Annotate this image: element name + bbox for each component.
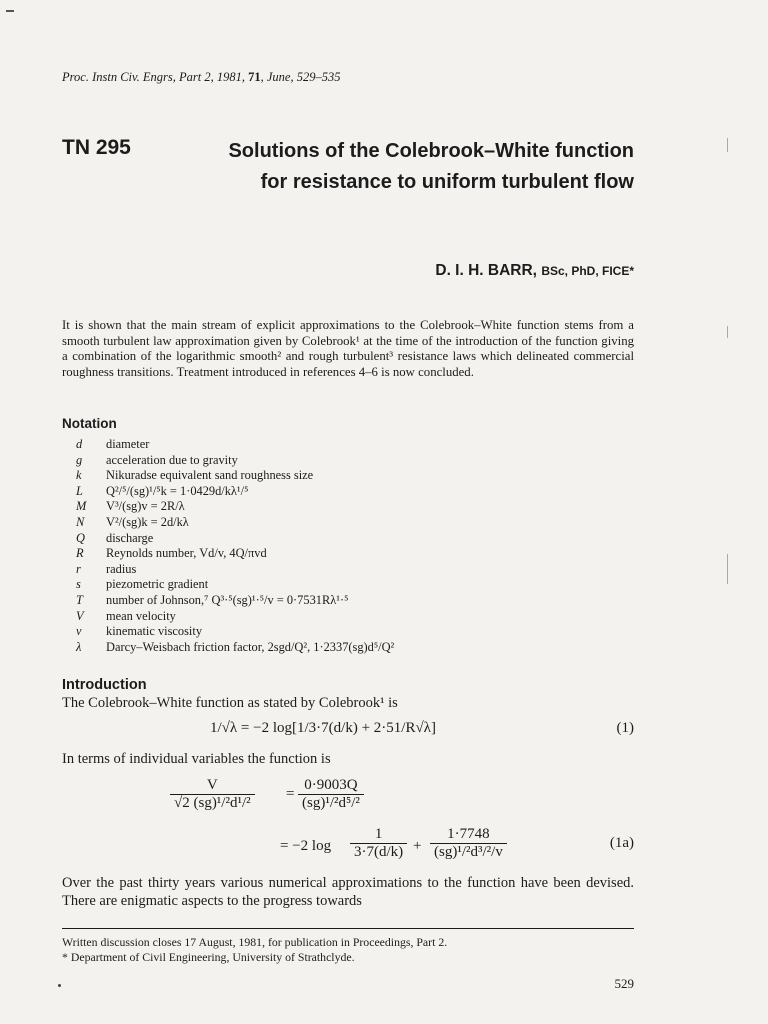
notation-definition: radius — [106, 561, 137, 576]
notation-row — [62, 562, 394, 578]
journal-ref-pages: , June, 529–535 — [260, 70, 341, 84]
author-line — [435, 262, 634, 280]
author-name: D. I. H. BARR, — [435, 262, 537, 279]
notation-row — [62, 624, 394, 640]
introduction-heading: Introduction — [62, 677, 147, 693]
notation-definition: discharge — [106, 530, 154, 545]
fraction-numerator: V — [170, 777, 255, 795]
notation-symbol: s — [76, 577, 81, 592]
equation-1a-number: (1a) — [609, 835, 634, 851]
fraction-numerator: 0·9003Q — [298, 777, 364, 795]
journal-ref-text: Proc. Instn Civ. Engrs, Part 2, 1981, — [62, 70, 249, 84]
plus-sign: + — [413, 838, 422, 854]
notation-row — [62, 546, 394, 562]
notation-row — [62, 640, 394, 656]
notation-definition: kinematic viscosity — [106, 624, 203, 639]
notation-definition: V³/(sg)v = 2R/λ — [106, 499, 185, 514]
equation-1: 1/√λ = −2 log[1/3·7(d/k) + 2·51/R√λ] — [210, 720, 436, 736]
notation-list — [62, 437, 394, 655]
notation-definition: diameter — [106, 437, 150, 451]
notation-symbol: V — [76, 608, 84, 623]
notation-definition: number of Johnson,⁷ Q³·⁵(sg)¹·⁵/v = 0·7531Rλ¹·⁵ — [106, 592, 349, 607]
notation-row — [62, 484, 394, 500]
notation-symbol: r — [76, 561, 81, 576]
notation-symbol: L — [76, 483, 83, 498]
eq1a-viscous-fraction — [430, 826, 507, 861]
scan-artifact — [727, 326, 728, 338]
notation-row — [62, 531, 394, 547]
equation-1-number: (1) — [616, 720, 634, 736]
notation-row — [62, 609, 394, 625]
notation-row — [62, 499, 394, 515]
eq1a-right-fraction — [298, 777, 364, 812]
technical-note-label: TN 295 — [62, 136, 131, 159]
scan-mark — [6, 10, 14, 12]
author-degrees: BSc, PhD, FICE* — [541, 264, 634, 278]
notation-row — [62, 577, 394, 593]
notation-symbol: Q — [76, 530, 85, 545]
page-number: 529 — [614, 976, 634, 991]
notation-row — [62, 453, 394, 469]
fraction-numerator: 1·7748 — [430, 826, 507, 844]
fraction-numerator: 1 — [350, 826, 407, 844]
fraction-denominator: (sg)¹/²d⁵/² — [302, 795, 360, 811]
notation-definition: piezometric gradient — [106, 577, 209, 592]
abstract: It is shown that the main stream of explicit approximations to the Colebrook–White function stems from a smooth turbulent law approximation given by Colebrook¹ at the time of the introduction of the function giving a combination of the logarithmic smooth² and rough turbulent³ resistance laws which delineated commercial roughness transitions. Treatment introduced in references 4–6 is now concluded. — [62, 318, 634, 379]
scan-dot — [58, 984, 61, 987]
notation-symbol: v — [76, 624, 82, 639]
notation-definition: Nikuradse equivalent sand roughness size — [106, 468, 314, 483]
footnote-affiliation: * Department of Civil Engineering, University of Strathclyde. — [62, 950, 355, 964]
journal-volume: 71 — [248, 70, 261, 84]
notation-row — [62, 515, 394, 531]
intro-paragraph-1: The Colebrook–White function as stated by Colebrook¹ is — [62, 695, 398, 711]
intro-paragraph-3: Over the past thirty years various numerical approximations to the function have been devised. There are enigmatic aspects to the progress towards — [62, 875, 634, 909]
notation-definition: mean velocity — [106, 608, 176, 623]
notation-definition: Q²/⁵/(sg)¹/⁵k = 1·0429d/kλ¹/⁵ — [106, 483, 249, 498]
footnote-divider — [62, 928, 634, 929]
notation-definition: Reynolds number, Vd/v, 4Q/πvd — [106, 546, 267, 561]
notation-definition: acceleration due to gravity — [106, 452, 238, 467]
fraction-denominator: 3·7(d/k) — [354, 844, 404, 860]
notation-symbol: T — [76, 592, 83, 607]
intro-paragraph-2: In terms of individual variables the function is — [62, 751, 331, 767]
notation-heading: Notation — [62, 416, 117, 431]
notation-definition: V²/(sg)k = 2d/kλ — [106, 514, 189, 529]
fraction-denominator: (sg)¹/²d³/²/v — [434, 844, 503, 860]
eq1a-left-fraction — [170, 777, 255, 812]
notation-symbol: λ — [76, 639, 82, 654]
notation-symbol: g — [76, 452, 83, 467]
notation-symbol: N — [76, 514, 85, 529]
equals-sign: = — [286, 786, 295, 802]
scan-artifact — [727, 554, 728, 584]
notation-symbol: d — [76, 437, 83, 451]
notation-row — [62, 468, 394, 484]
notation-symbol: M — [76, 499, 87, 514]
eq1a-log-term: = −2 log — [280, 838, 332, 854]
fraction-denominator: √2 (sg)¹/²d¹/² — [174, 795, 251, 811]
scan-artifact — [727, 138, 728, 152]
eq1a-roughness-fraction — [350, 826, 407, 861]
paper-title: Solutions of the Colebrook–White function for resistance to uniform turbulent flow — [228, 140, 634, 193]
footnote-discussion: Written discussion closes 17 August, 1981, for publication in Proceedings, Part 2. — [62, 935, 448, 949]
notation-row — [62, 593, 394, 609]
notation-symbol: R — [76, 546, 84, 561]
journal-reference — [62, 70, 340, 85]
notation-row — [62, 437, 394, 453]
notation-definition: Darcy–Weisbach friction factor, 2sgd/Q², 1·2337(sg)d⁵/Q² — [106, 639, 395, 654]
notation-symbol: k — [76, 468, 82, 483]
